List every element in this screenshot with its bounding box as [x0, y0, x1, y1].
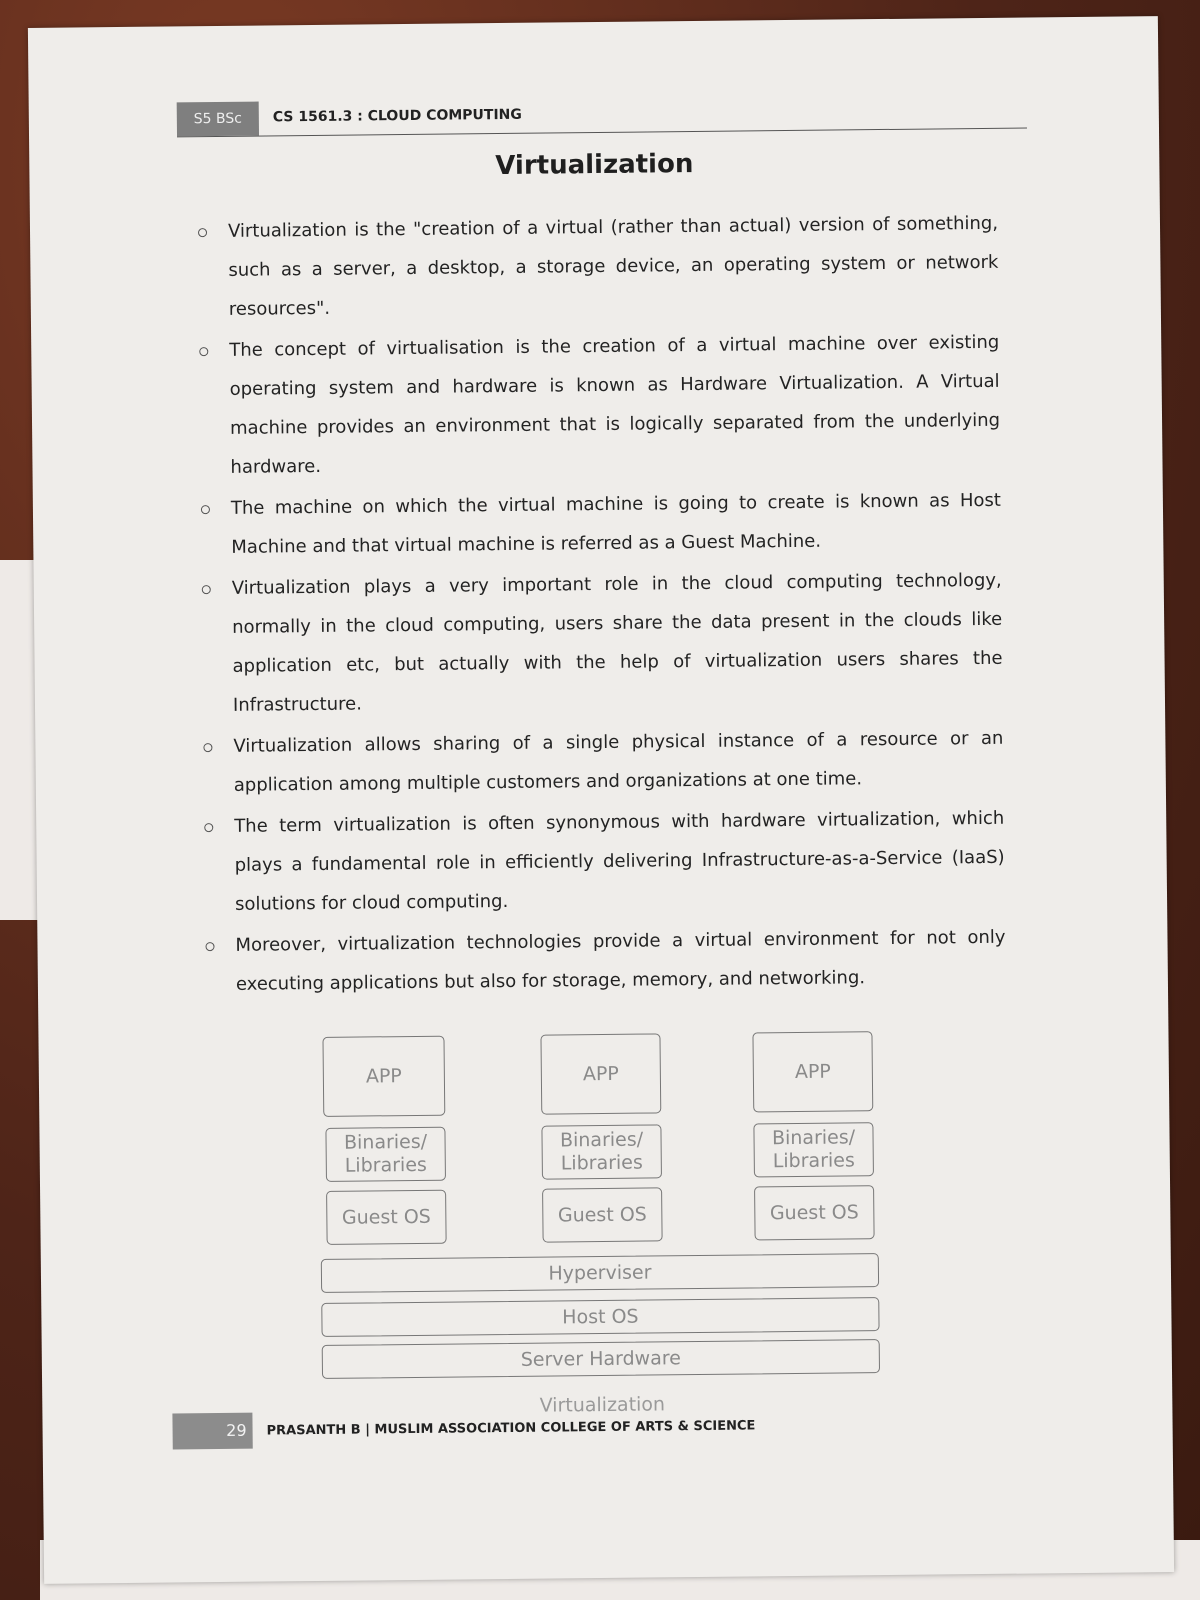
bullet-text: Virtualization is the "creation of a virtual (rather than actual) version of something, such as a server, a desktop, a storage device, an operating system or network resources". — [227, 212, 999, 320]
page-header — [177, 94, 1027, 138]
bullet-list — [190, 204, 1006, 1006]
bullet-circle-icon — [198, 228, 207, 237]
page-number: 29 — [172, 1413, 252, 1450]
virtualization-diagram — [318, 1009, 882, 1417]
list-item — [190, 204, 999, 329]
app-box-3: APP — [752, 1031, 873, 1112]
list-item — [197, 918, 1006, 1004]
footer-author-institution: PRASANTH B | MUSLIM ASSOCIATION COLLEGE OF ARTS & SCIENCE — [266, 1418, 756, 1439]
bullet-text: Moreover, virtualization technologies provide a virtual environment for not only executing applications but also for storage, memory, and networking. — [235, 926, 1006, 995]
course-title: CS 1561.3 : CLOUD COMPUTING — [272, 106, 522, 126]
bullet-text: The term virtualization is often synonymous with hardware virtualization, which plays a fundamental role in efficiently delivering Infrastructure-as-a-Service (IaaS) solutions for cloud computing. — [234, 807, 1005, 915]
guest-os-box-3: Guest OS — [754, 1185, 875, 1240]
bullet-circle-icon — [205, 942, 214, 951]
server-hardware-layer: Server Hardware — [322, 1339, 880, 1379]
page-title: Virtualization — [495, 148, 694, 182]
list-item — [195, 719, 1004, 805]
bullet-circle-icon — [199, 347, 208, 356]
bullet-circle-icon — [203, 743, 212, 752]
app-box-1: APP — [322, 1036, 445, 1117]
bullet-circle-icon — [201, 505, 210, 514]
app-box-2: APP — [540, 1033, 661, 1114]
course-badge: S5 BSc — [177, 102, 259, 137]
bullet-circle-icon — [202, 585, 211, 594]
guest-os-box-2: Guest OS — [542, 1187, 663, 1242]
list-item — [194, 561, 1004, 725]
list-item — [196, 799, 1005, 924]
binaries-box-2: Binaries/ Libraries — [541, 1124, 662, 1179]
document-page — [28, 16, 1174, 1584]
bullet-text: The machine on which the virtual machine is going to create is known as Host Machine and that virtual machine is referred as a Guest Machine. — [230, 489, 1001, 558]
diagram-caption: Virtualization — [539, 1393, 666, 1417]
binaries-box-3: Binaries/ Libraries — [753, 1122, 874, 1177]
guest-os-box-1: Guest OS — [326, 1190, 447, 1245]
host-os-layer: Host OS — [321, 1297, 879, 1337]
bullet-text: Virtualization plays a very important role in the cloud computing technology, normally in the cloud computing, users share the data present in the clouds like application etc, but actually with the help of virtualization users shares the Infrastructure. — [231, 569, 1003, 716]
list-item — [193, 481, 1002, 567]
bullet-text: Virtualization allows sharing of a single physical instance of a resource or an application among multiple customers and organizations at one time. — [233, 727, 1004, 796]
hypervisor-layer: Hyperviser — [321, 1253, 879, 1293]
list-item — [191, 323, 1001, 487]
page-footer — [172, 1405, 972, 1449]
binaries-box-1: Binaries/ Libraries — [325, 1127, 446, 1182]
bullet-circle-icon — [204, 823, 213, 832]
bullet-text: The concept of virtualisation is the creation of a virtual machine over existing operating system and hardware is known as Hardware Virtualization. A Virtual machine provides an environment that is logically separated from the underlying hardware. — [229, 331, 1001, 478]
